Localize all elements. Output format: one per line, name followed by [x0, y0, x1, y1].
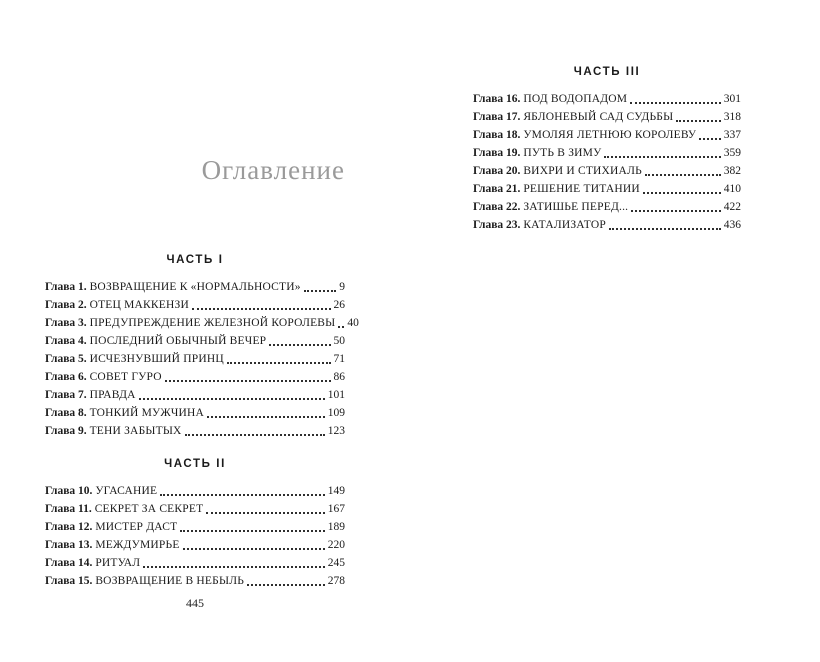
entry-page-number: 50 — [333, 335, 345, 347]
entry-page-number: 359 — [723, 147, 741, 159]
dot-leader — [139, 398, 325, 400]
entry-page-number: 109 — [327, 407, 345, 419]
dot-leader — [699, 138, 721, 140]
entry-title: ЯБЛОНЕВЫЙ САД СУДЬБЫ — [523, 111, 674, 123]
entry-label — [473, 129, 696, 142]
toc-part — [45, 254, 359, 438]
dot-leader — [609, 228, 721, 230]
toc-entry — [45, 539, 345, 552]
entry-chapter-number: Глава 18. — [473, 129, 524, 141]
entry-chapter-number: Глава 20. — [473, 165, 524, 177]
entry-page-number: 86 — [333, 371, 345, 383]
entry-page-number: 410 — [723, 183, 741, 195]
entry-page-number: 71 — [333, 353, 345, 365]
entry-chapter-number: Глава 19. — [473, 147, 524, 159]
entry-title: ПУТЬ В ЗИМУ — [523, 147, 602, 159]
left-parts — [45, 254, 359, 588]
entry-page-number: 9 — [339, 281, 345, 293]
entry-label — [473, 165, 642, 178]
entry-chapter-number: Глава 13. — [45, 539, 96, 551]
entry-label — [45, 353, 224, 366]
entry-chapter-number: Глава 7. — [45, 389, 90, 401]
entry-chapter-number: Глава 1. — [45, 281, 90, 293]
entry-chapter-number: Глава 3. — [45, 317, 90, 329]
entry-chapter-number: Глава 12. — [45, 521, 96, 533]
toc-entry — [45, 521, 345, 534]
entry-title: ТОНКИЙ МУЖЧИНА — [89, 407, 205, 419]
entry-label — [45, 503, 203, 516]
entry-page-number: 318 — [723, 111, 741, 123]
entry-chapter-number: Глава 8. — [45, 407, 90, 419]
dot-leader — [185, 434, 325, 436]
entry-title: КАТАЛИЗАТОР — [523, 219, 606, 231]
dot-leader — [643, 192, 721, 194]
entry-page-number: 123 — [327, 425, 345, 437]
toc-entry — [45, 299, 345, 312]
toc-entry — [473, 111, 741, 124]
entry-chapter-number: Глава 21. — [473, 183, 524, 195]
entry-chapter-number: Глава 10. — [45, 485, 96, 497]
dot-leader — [206, 512, 324, 514]
dot-leader — [143, 566, 324, 568]
part-heading: ЧАСТЬ II — [164, 458, 226, 470]
entry-title: ПОСЛЕДНИЙ ОБЫЧНЫЙ ВЕЧЕР — [89, 335, 267, 347]
toc-entry — [45, 407, 345, 420]
dot-leader — [269, 344, 330, 346]
toc-entry — [473, 201, 741, 214]
entry-page-number: 301 — [723, 93, 741, 105]
entry-chapter-number: Глава 5. — [45, 353, 90, 365]
dot-leader — [180, 530, 324, 532]
toc-entry — [45, 389, 345, 402]
entry-page-number: 189 — [327, 521, 345, 533]
entry-chapter-number: Глава 16. — [473, 93, 524, 105]
toc-entry — [45, 485, 345, 498]
entry-chapter-number: Глава 15. — [45, 575, 96, 587]
entry-label — [473, 183, 640, 196]
entry-page-number: 436 — [723, 219, 741, 231]
entry-label — [45, 557, 140, 570]
entry-chapter-number: Глава 9. — [45, 425, 90, 437]
dot-leader — [676, 120, 720, 122]
dot-leader — [207, 416, 325, 418]
dot-leader — [247, 584, 325, 586]
entry-title: ПРАВДА — [89, 389, 136, 401]
entry-label — [45, 575, 244, 588]
entry-title: ОТЕЦ МАККЕНЗИ — [89, 299, 189, 311]
toc-entry — [45, 425, 345, 438]
left-page — [45, 0, 359, 611]
toc-entry — [45, 353, 345, 366]
toc-entry — [473, 219, 741, 232]
entry-label — [45, 389, 136, 402]
entry-chapter-number: Глава 23. — [473, 219, 524, 231]
right-page — [473, 0, 741, 237]
entry-title: ВИХРИ И СТИХИАЛЬ — [523, 165, 642, 177]
entry-label — [473, 201, 628, 214]
entry-page-number: 167 — [327, 503, 345, 515]
entry-chapter-number: Глава 17. — [473, 111, 524, 123]
entry-page-number: 278 — [327, 575, 345, 587]
entry-title: ПОД ВОДОПАДОМ — [523, 93, 628, 105]
entry-label — [45, 425, 182, 438]
part-heading: ЧАСТЬ III — [573, 66, 641, 78]
toc-part — [473, 66, 741, 232]
entry-label — [45, 299, 189, 312]
entry-title: МЕЖДУМИРЬЕ — [95, 539, 180, 551]
entry-title: СОВЕТ ГУРО — [89, 371, 162, 383]
entry-chapter-number: Глава 11. — [45, 503, 95, 515]
dot-leader — [338, 326, 344, 328]
dot-leader — [630, 102, 721, 104]
entry-page-number: 101 — [327, 389, 345, 401]
toc-entry — [473, 165, 741, 178]
dot-leader — [631, 210, 721, 212]
entry-title: ТЕНИ ЗАБЫТЫХ — [89, 425, 182, 437]
toc-entry — [473, 129, 741, 142]
entry-title: РИТУАЛ — [95, 557, 141, 569]
toc-entry — [473, 147, 741, 160]
toc-entry — [45, 503, 345, 516]
dot-leader — [645, 174, 721, 176]
entry-label — [45, 485, 157, 498]
entry-label — [45, 521, 177, 534]
right-parts — [473, 66, 741, 232]
entry-label — [45, 335, 266, 348]
entry-title: РЕШЕНИЕ ТИТАНИИ — [523, 183, 640, 195]
dot-leader — [183, 548, 325, 550]
toc-entry — [45, 281, 345, 294]
entry-page-number: 149 — [327, 485, 345, 497]
entry-chapter-number: Глава 4. — [45, 335, 90, 347]
entry-label — [45, 281, 301, 294]
entry-page-number: 382 — [723, 165, 741, 177]
dot-leader — [165, 380, 331, 382]
entry-label — [45, 539, 180, 552]
toc-part — [45, 458, 345, 588]
dot-leader — [227, 362, 331, 364]
page-title: Оглавление — [201, 155, 345, 185]
entry-label — [45, 317, 335, 330]
toc-entry — [45, 575, 345, 588]
entry-page-number: 220 — [327, 539, 345, 551]
entry-label — [45, 371, 162, 384]
toc-entry — [45, 317, 359, 330]
page-number: 445 — [186, 596, 204, 610]
dot-leader — [604, 156, 720, 158]
dot-leader — [304, 290, 337, 292]
entry-title: ПРЕДУПРЕЖДЕНИЕ ЖЕЛЕЗНОЙ КОРОЛЕВЫ — [89, 317, 336, 329]
entry-title: ВОЗВРАЩЕНИЕ В НЕБЫЛЬ — [95, 575, 244, 587]
entry-page-number: 245 — [327, 557, 345, 569]
entry-label — [473, 93, 627, 106]
entry-title: МИСТЕР ДАСТ — [95, 521, 178, 533]
toc-entry — [45, 557, 345, 570]
entry-title: ВОЗВРАЩЕНИЕ К «НОРМАЛЬНОСТИ» — [89, 281, 301, 293]
part-heading: ЧАСТЬ I — [166, 254, 224, 266]
entry-page-number: 422 — [723, 201, 741, 213]
toc-entry — [473, 93, 741, 106]
toc-entry — [45, 371, 345, 384]
entry-title: СЕКРЕТ ЗА СЕКРЕТ — [94, 503, 204, 515]
entry-chapter-number: Глава 6. — [45, 371, 90, 383]
entry-page-number: 337 — [723, 129, 741, 141]
entry-page-number: 26 — [333, 299, 345, 311]
entry-title: ИСЧЕЗНУВШИЙ ПРИНЦ — [89, 353, 224, 365]
entry-title: ЗАТИШЬЕ ПЕРЕД... — [523, 201, 629, 213]
entry-chapter-number: Глава 2. — [45, 299, 90, 311]
entry-label — [473, 219, 606, 232]
entry-chapter-number: Глава 22. — [473, 201, 524, 213]
dot-leader — [192, 308, 331, 310]
entry-label — [473, 111, 673, 124]
entry-chapter-number: Глава 14. — [45, 557, 96, 569]
entry-label — [45, 407, 204, 420]
entry-title: УГАСАНИЕ — [95, 485, 158, 497]
toc-entry — [45, 335, 345, 348]
toc-entry — [473, 183, 741, 196]
entry-title: УМОЛЯЯ ЛЕТНЮЮ КОРОЛЕВУ — [523, 129, 697, 141]
entry-page-number: 40 — [347, 317, 359, 329]
entry-label — [473, 147, 601, 160]
dot-leader — [160, 494, 325, 496]
